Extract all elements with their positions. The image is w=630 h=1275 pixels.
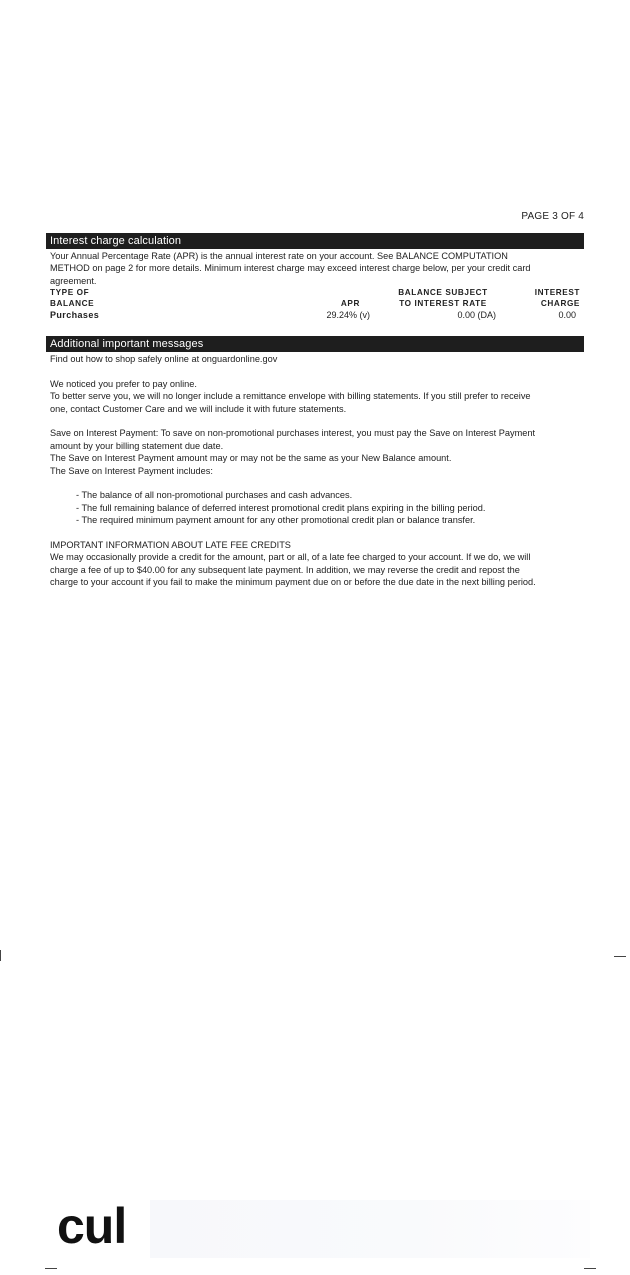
interest-intro-line: agreement. [50, 275, 97, 286]
header-type-of-balance: TYPE OF BALANCE [50, 288, 95, 308]
page-number: PAGE 3 OF 4 [521, 211, 584, 222]
row-balance-subject: 0.00 (DA) [457, 310, 496, 321]
late-fee-line: charge a fee of up to $40.00 for any subsequent late payment. In addition, we may reverse the credit and repost the [50, 564, 520, 575]
crop-mark-bottom-right [584, 1268, 596, 1269]
header-balance-subject: BALANCE SUBJECT TO INTEREST RATE [398, 288, 488, 308]
interest-intro-line: Your Annual Percentage Rate (APR) is the annual interest rate on your account. See BALANCE COMPUTATION [50, 251, 508, 261]
interest-charge-section [46, 233, 584, 321]
pay-online-line: one, contact Customer Care and we will include it with future statements. [50, 403, 347, 414]
includes-item: - The full remaining balance of deferred interest promotional credit plans expiring in the billing period. [76, 502, 486, 513]
row-apr: 29.24% (v) [326, 310, 370, 321]
crop-mark-bottom-left [45, 1268, 57, 1269]
save-interest-line: amount by your billing statement due date. [50, 440, 224, 451]
additional-messages-heading: Additional important messages [46, 336, 584, 352]
includes-item: - The balance of all non-promotional purchases and cash advances. [76, 490, 353, 501]
header-interest-charge: INTEREST CHARGE [534, 288, 580, 308]
crop-mark-left [0, 950, 1, 961]
save-interest-line: Save on Interest Payment: To save on non-promotional purchases interest, you must pay the Save on Interest Payment [50, 428, 535, 439]
late-fee-line: We may occasionally provide a credit for the amount, part or all, of a late fee charged to your account. If we do, we will [50, 552, 531, 563]
header-apr: APR [340, 298, 360, 308]
table-row [50, 309, 580, 321]
includes-item: - The required minimum payment amount for any other promotional credit plan or balance transfer. [76, 515, 476, 526]
additional-messages-section [46, 336, 584, 589]
footer-logo: cul [57, 1198, 127, 1254]
row-interest-charge: 0.00 [558, 310, 576, 321]
interest-charge-table [50, 288, 580, 321]
pay-online-line: To better serve you, we will no longer include a remittance envelope with billing statements. If you still prefer to receive [50, 391, 531, 402]
save-interest-line: The Save on Interest Payment amount may or may not be the same as your New Balance amount. [50, 453, 452, 464]
crop-mark-right [614, 956, 626, 957]
pay-online-line: We noticed you prefer to pay online. [50, 378, 197, 389]
safety-message: Find out how to shop safely online at onguardonline.gov [50, 354, 278, 364]
late-fee-heading: IMPORTANT INFORMATION ABOUT LATE FEE CREDITS [50, 540, 291, 551]
row-type: Purchases [50, 310, 100, 321]
save-interest-line: The Save on Interest Payment includes: [50, 465, 213, 476]
interest-charge-heading: Interest charge calculation [46, 233, 584, 249]
footer-logo-background [150, 1200, 590, 1258]
interest-intro-line: METHOD on page 2 for more details. Minimum interest charge may exceed interest charge below, per your credit card [50, 263, 531, 274]
late-fee-line: charge to your account if you fail to make the minimum payment due on or before the due date in the next billing period. [50, 577, 536, 588]
